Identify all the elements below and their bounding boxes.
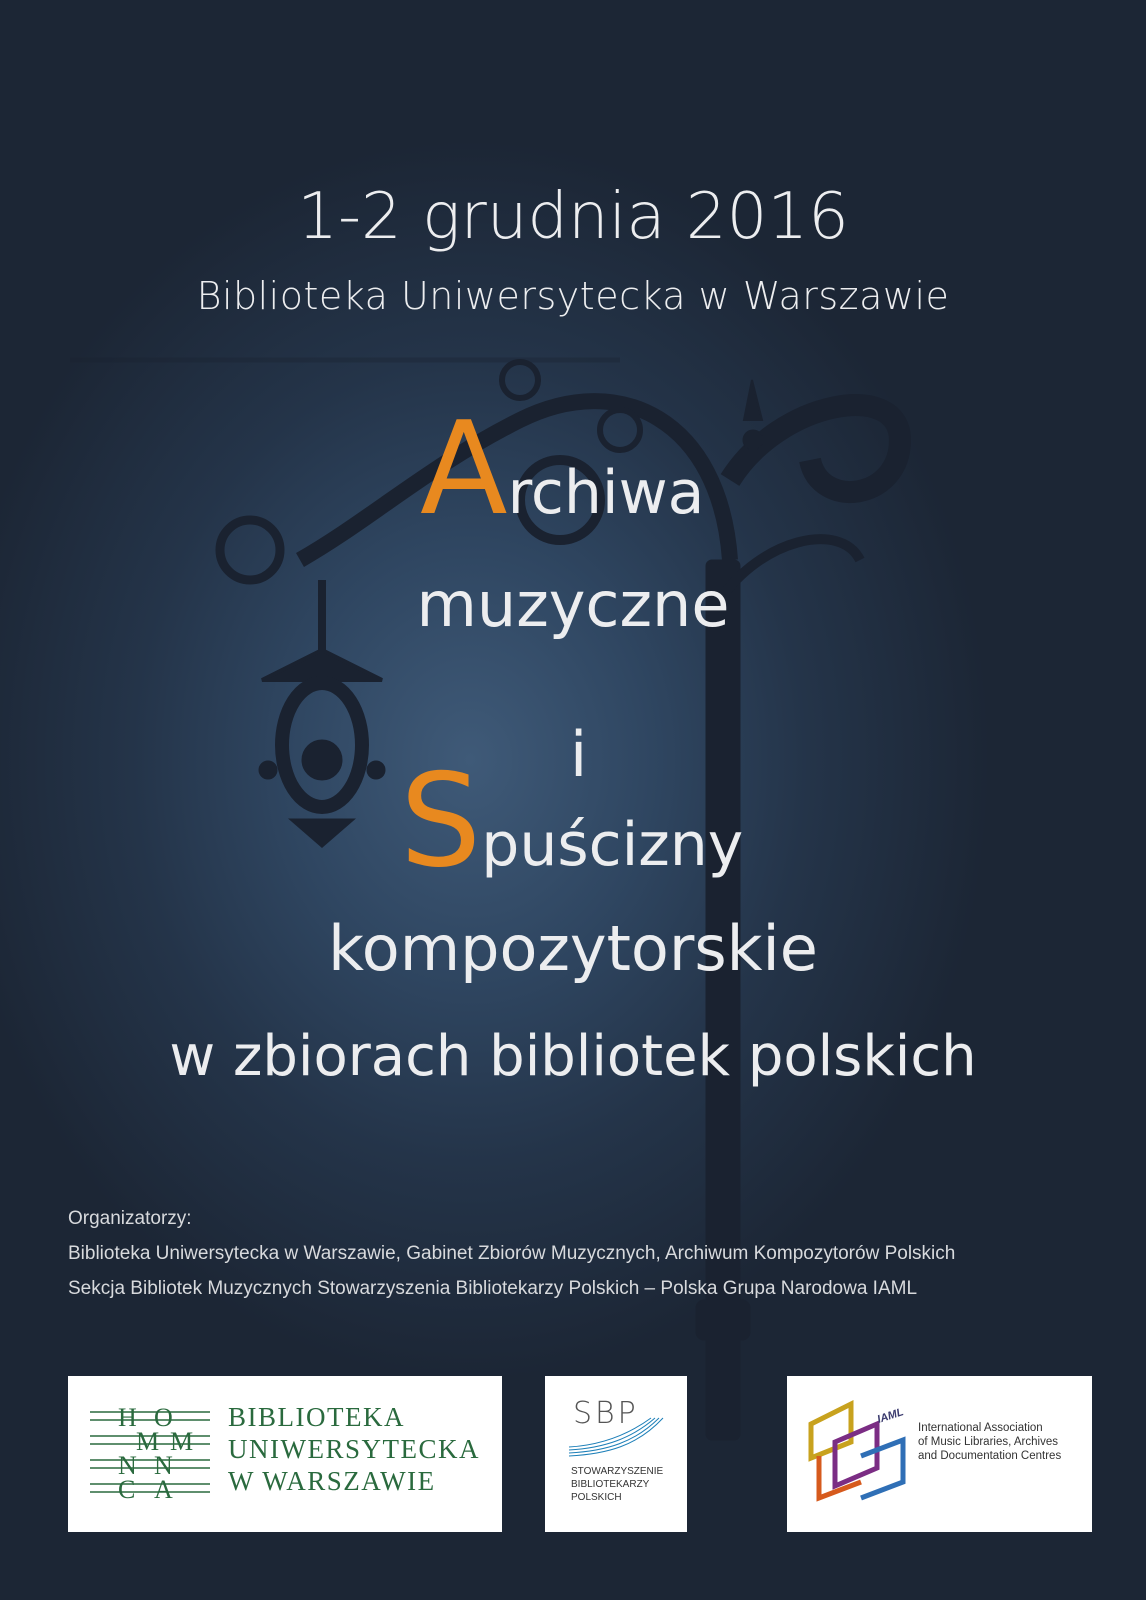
buw-logo-text: W WARSZAWIE xyxy=(228,1466,436,1496)
svg-text:A: A xyxy=(154,1475,173,1504)
organizers-label: Organizatorzy: xyxy=(68,1208,192,1229)
organizers-line: Sekcja Bibliotek Muzycznych Stowarzyszenia Bibliotekarzy Polskich – Polska Grupa Narodowa IAML xyxy=(68,1278,918,1299)
buw-logo-text: UNIWERSYTECKA xyxy=(228,1434,480,1464)
event-date: 1-2 grudnia 2016 xyxy=(297,180,849,254)
subtitle: w zbiorach bibliotek polskich xyxy=(169,1024,977,1089)
svg-text:H: H xyxy=(118,1403,137,1432)
iaml-logo-text: of Music Libraries, Archives xyxy=(918,1436,1058,1448)
event-venue: Biblioteka Uniwersytecka w Warszawie xyxy=(196,274,950,318)
title-line-archiwa xyxy=(420,395,705,563)
title-word-rest: puścizny xyxy=(481,810,744,880)
title-initial-s: S xyxy=(400,747,482,896)
buw-logo-mark xyxy=(90,1402,210,1506)
title-line-muzyczne: muzyczne xyxy=(416,568,730,641)
svg-text:N: N xyxy=(154,1451,173,1480)
organizers-line: Biblioteka Uniwersytecka w Warszawie, Gabinet Zbiorów Muzycznych, Archiwum Kompozytorów Polskich xyxy=(68,1243,956,1264)
sbp-logo-title: SBP xyxy=(573,1396,639,1431)
sbp-logo-text: POLSKICH xyxy=(571,1492,622,1503)
buw-logo xyxy=(68,1376,502,1532)
iaml-logo-label: IAML xyxy=(875,1406,906,1426)
title-line-i: i xyxy=(570,718,588,791)
iaml-logo xyxy=(787,1376,1092,1532)
svg-text:M: M xyxy=(170,1427,194,1456)
buw-logo-text: BIBLIOTEKA xyxy=(228,1402,405,1432)
iaml-logo-text: International Association xyxy=(918,1422,1043,1434)
svg-text:M: M xyxy=(136,1427,160,1456)
sbp-logo-text: STOWARZYSZENIE xyxy=(571,1466,664,1477)
sbp-logo-text: BIBLIOTEKARZY xyxy=(571,1479,650,1490)
svg-text:C: C xyxy=(118,1475,136,1504)
title-line-kompozytorskie: kompozytorskie xyxy=(328,912,818,985)
sbp-logo xyxy=(545,1376,687,1532)
title-word-rest: rchiwa xyxy=(507,458,705,528)
svg-text:O: O xyxy=(154,1403,173,1432)
title-line-spuscizny xyxy=(400,747,744,915)
iaml-logo-text: and Documentation Centres xyxy=(918,1450,1062,1462)
sbp-logo-lines xyxy=(567,1416,667,1460)
title-initial-a: A xyxy=(420,395,508,544)
svg-text:N: N xyxy=(118,1451,137,1480)
